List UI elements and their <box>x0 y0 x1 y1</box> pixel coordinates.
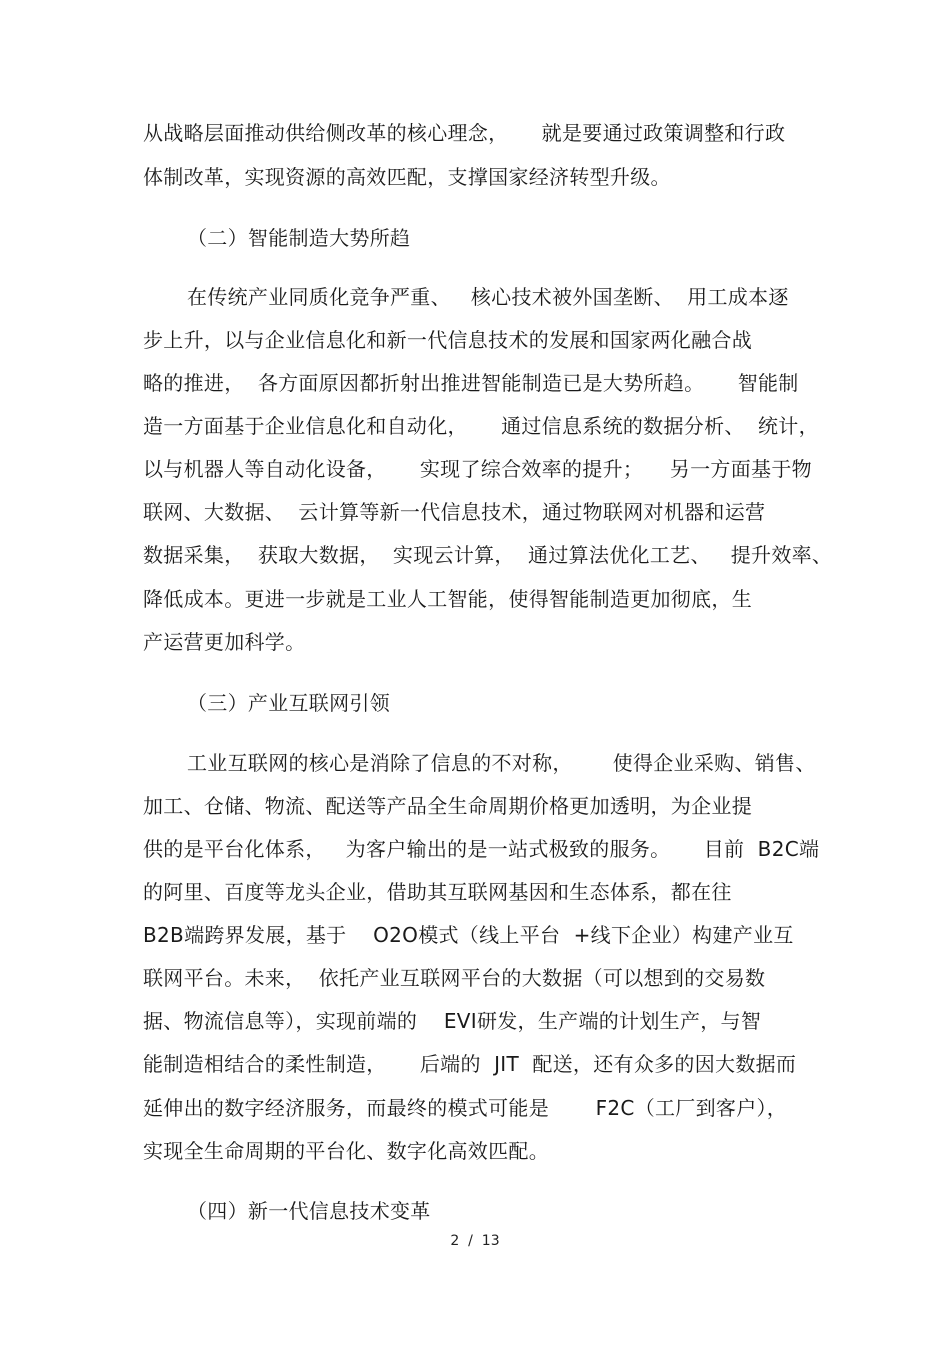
paragraph-line: 的阿里、百度等龙头企业，借助其互联网基因和生态体系，都在往 <box>143 880 732 904</box>
paragraph-line: 工业互联网的核心是消除了信息的不对称， 使得企业采购、销售、 <box>187 751 816 775</box>
paragraph-line: 延伸出的数字经济服务，而最终的模式可能是 F2C（工厂到客户）， <box>143 1096 788 1120</box>
paragraph-line: 据、物流信息等），实现前端的 EVI研发，生产端的计划生产，与智 <box>143 1009 762 1033</box>
paragraph-line: 体制改革，实现资源的高效匹配，支撑国家经济转型升级。 <box>143 165 671 189</box>
paragraph-line: 联网平台。未来， 依托产业互联网平台的大数据（可以想到的交易数 <box>143 966 766 990</box>
paragraph-line: 数据采集， 获取大数据， 实现云计算， 通过算法优化工艺、 提升效率、 <box>143 543 833 567</box>
paragraph-line: 造一方面基于企业信息化和自动化， 通过信息系统的数据分析、 统计， <box>143 414 819 438</box>
paragraph-line: B2B端跨界发展，基于 O2O模式（线上平台 +线下企业）构建产业互 <box>143 923 794 947</box>
paragraph-line: 联网、大数据、 云计算等新一代信息技术，通过物联网对机器和运营 <box>143 500 766 524</box>
paragraph-line: 实现全生命周期的平台化、数字化高效匹配。 <box>143 1139 549 1163</box>
paragraph-line: 略的推进， 各方面原因都折射出推进智能制造已是大势所趋。 智能制 <box>143 371 799 395</box>
paragraph-line: 步上升，以与企业信息化和新一代信息技术的发展和国家两化融合战 <box>143 328 752 352</box>
section-heading: （三）产业互联网引领 <box>187 691 390 715</box>
paragraph-line: 以与机器人等自动化设备， 实现了综合效率的提升； 另一方面基于物 <box>143 457 812 481</box>
paragraph-line: 加工、仓储、物流、配送等产品全生命周期价格更加透明，为企业提 <box>143 794 752 818</box>
paragraph-line: 能制造相结合的柔性制造， 后端的 JIT 配送，还有众多的因大数据而 <box>143 1052 797 1076</box>
paragraph-line: 从战略层面推动供给侧改革的核心理念， 就是要通过政策调整和行政 <box>143 121 786 145</box>
paragraph-line: 产运营更加科学。 <box>143 630 306 654</box>
page-number: 2 / 13 <box>450 1233 500 1249</box>
paragraph-line: 在传统产业同质化竞争严重、 核心技术被外国垄断、 用工成本逐 <box>187 285 789 309</box>
paragraph-line: 降低成本。更进一步就是工业人工智能，使得智能制造更加彻底，生 <box>143 587 752 611</box>
section-heading: （四）新一代信息技术变革 <box>187 1199 431 1223</box>
paragraph-line: 供的是平台化体系， 为客户输出的是一站式极致的服务。 目前 B2C端 <box>143 837 820 861</box>
section-heading: （二）智能制造大势所趋 <box>187 226 411 250</box>
